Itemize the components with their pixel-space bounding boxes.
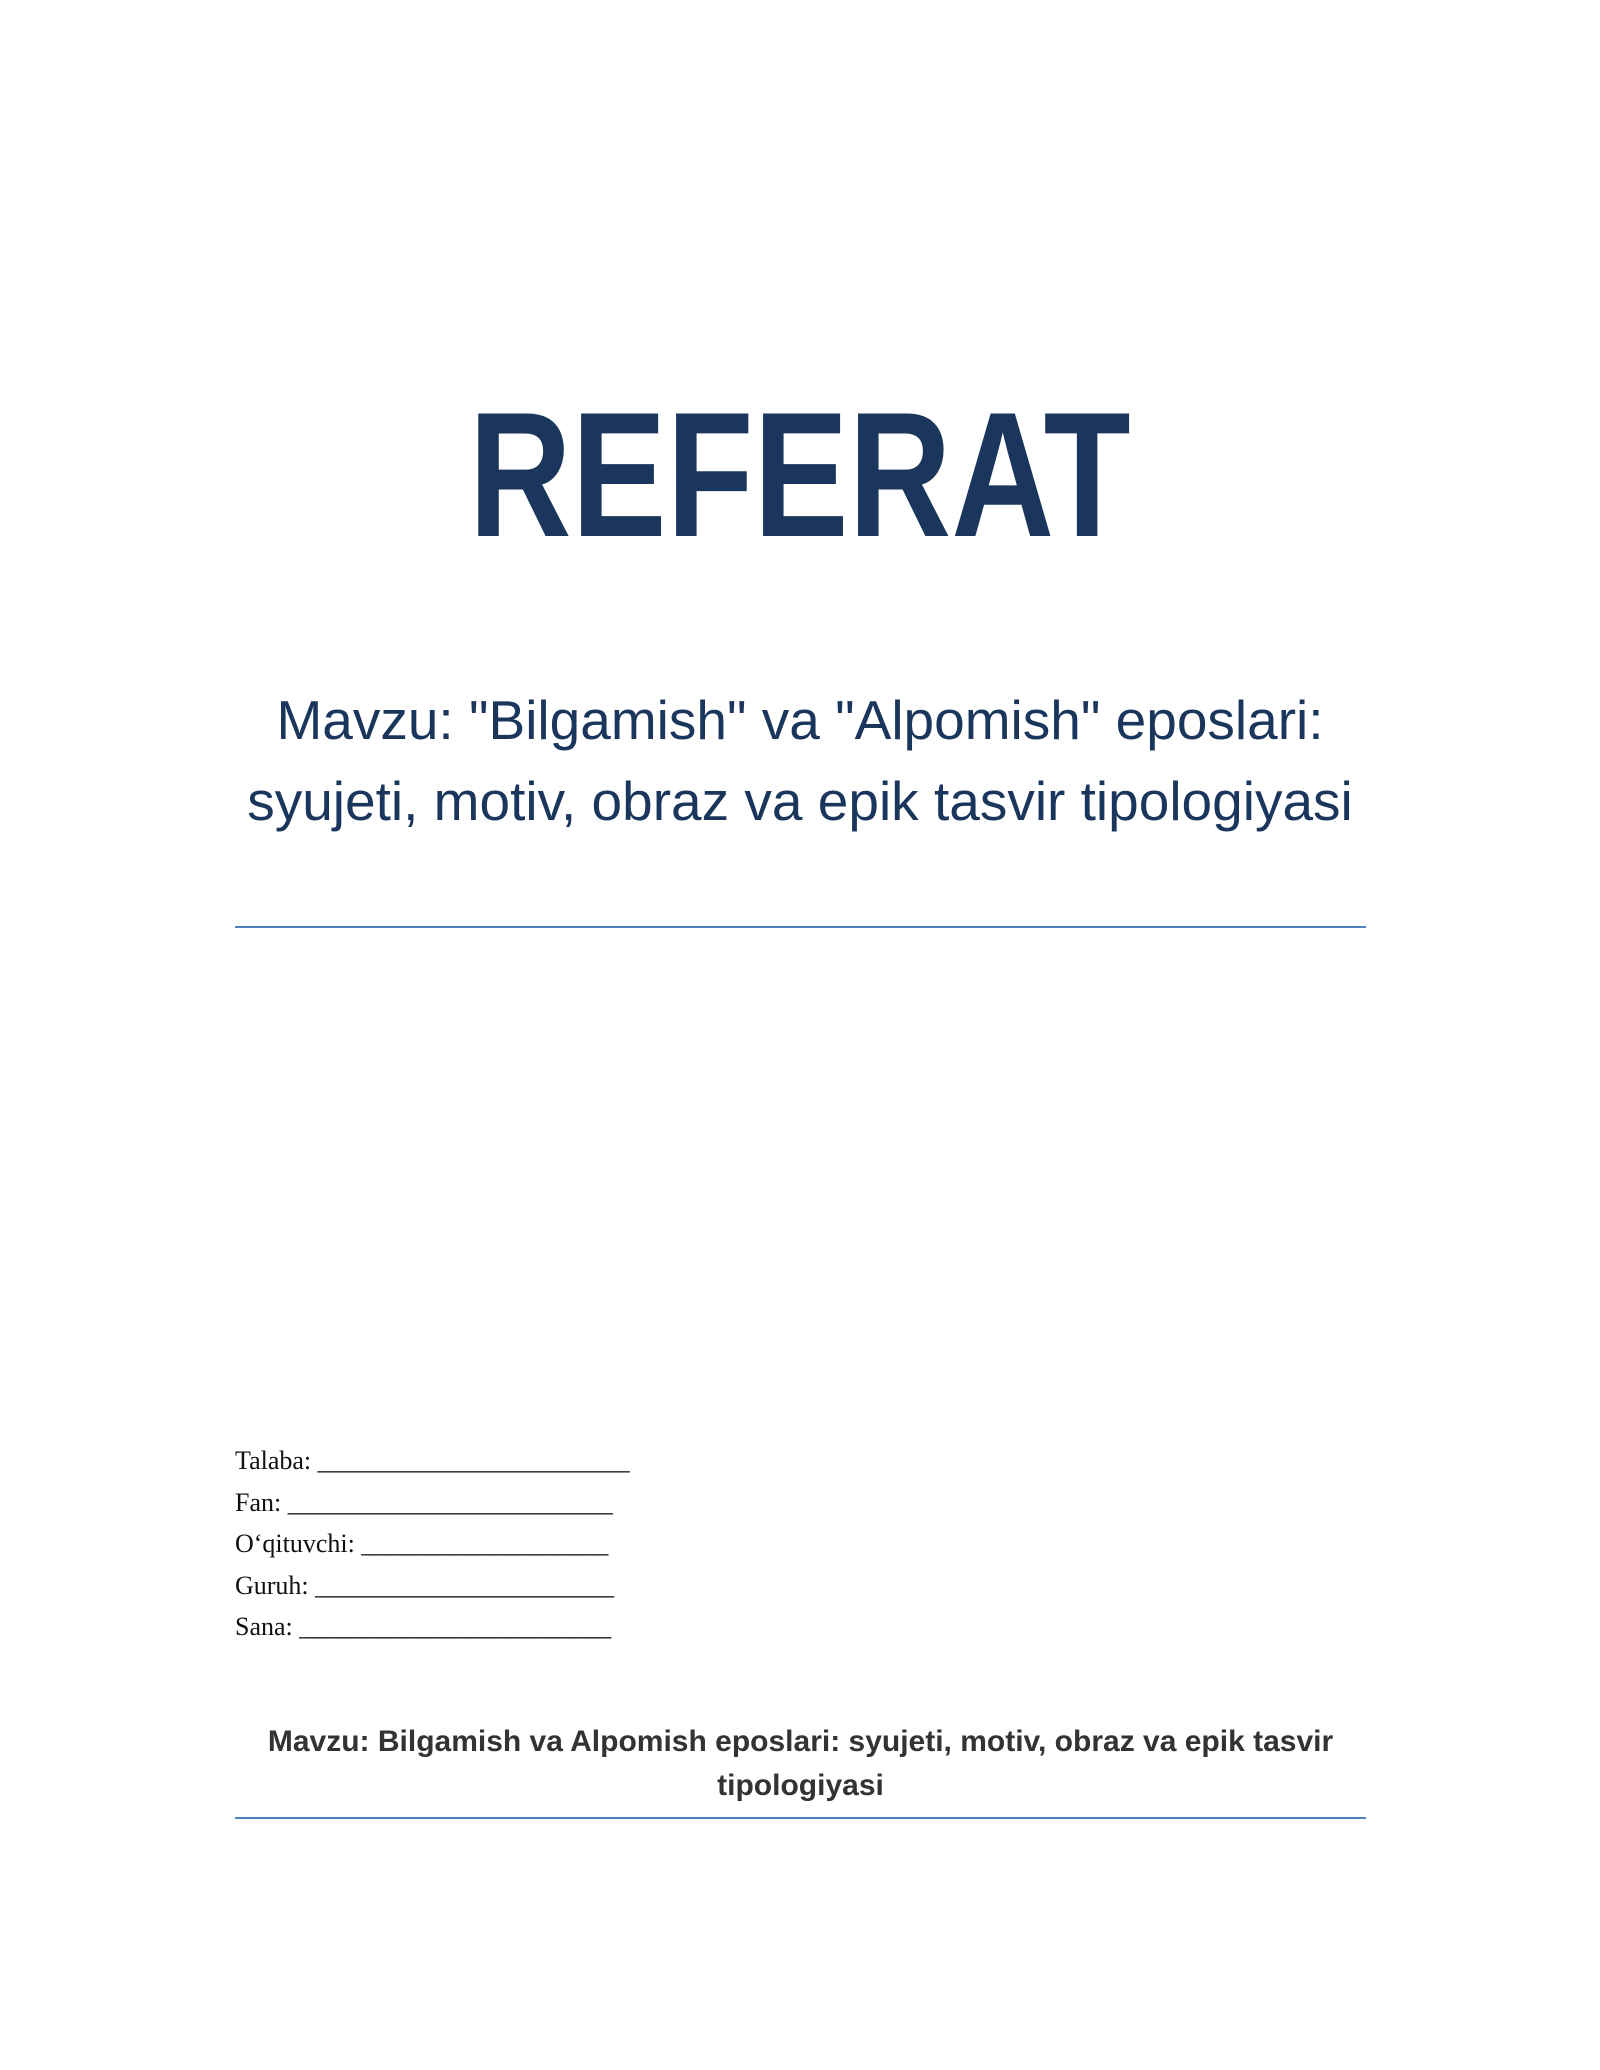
field-label: Sana:: [235, 1612, 293, 1641]
page-title: [0, 375, 1600, 574]
topic-subtitle: Mavzu: "Bilgamish" va "Alpomish" eposlari: syujeti, motiv, obraz va epik tasvir tipologiyasi: [247, 689, 1353, 832]
field-talaba: [235, 1440, 630, 1482]
divider-top: [235, 926, 1366, 928]
field-label: O‘qituvchi:: [235, 1529, 355, 1558]
field-blank: _________________________: [287, 1487, 613, 1517]
bottom-topic: Mavzu: Bilgamish va Alpomish eposlari: syujeti, motiv, obraz va epik tasvir tipologiyasi: [267, 1725, 1334, 1802]
field-guruh: [235, 1565, 630, 1607]
title-text: REFERAT: [469, 375, 1131, 574]
info-fields: [235, 1440, 630, 1648]
field-blank: ________________________: [317, 1446, 630, 1475]
field-sana: [235, 1606, 630, 1648]
divider-bottom: [235, 1817, 1366, 1819]
field-label: Fan:: [235, 1487, 282, 1517]
field-label: Guruh:: [235, 1570, 309, 1600]
field-oqituvchi: [235, 1523, 630, 1565]
field-blank: ________________________: [299, 1612, 612, 1641]
field-fan: [235, 1482, 630, 1524]
field-label: Talaba:: [235, 1446, 312, 1475]
field-blank: _______________________: [315, 1570, 615, 1600]
field-blank: ___________________: [361, 1529, 609, 1558]
